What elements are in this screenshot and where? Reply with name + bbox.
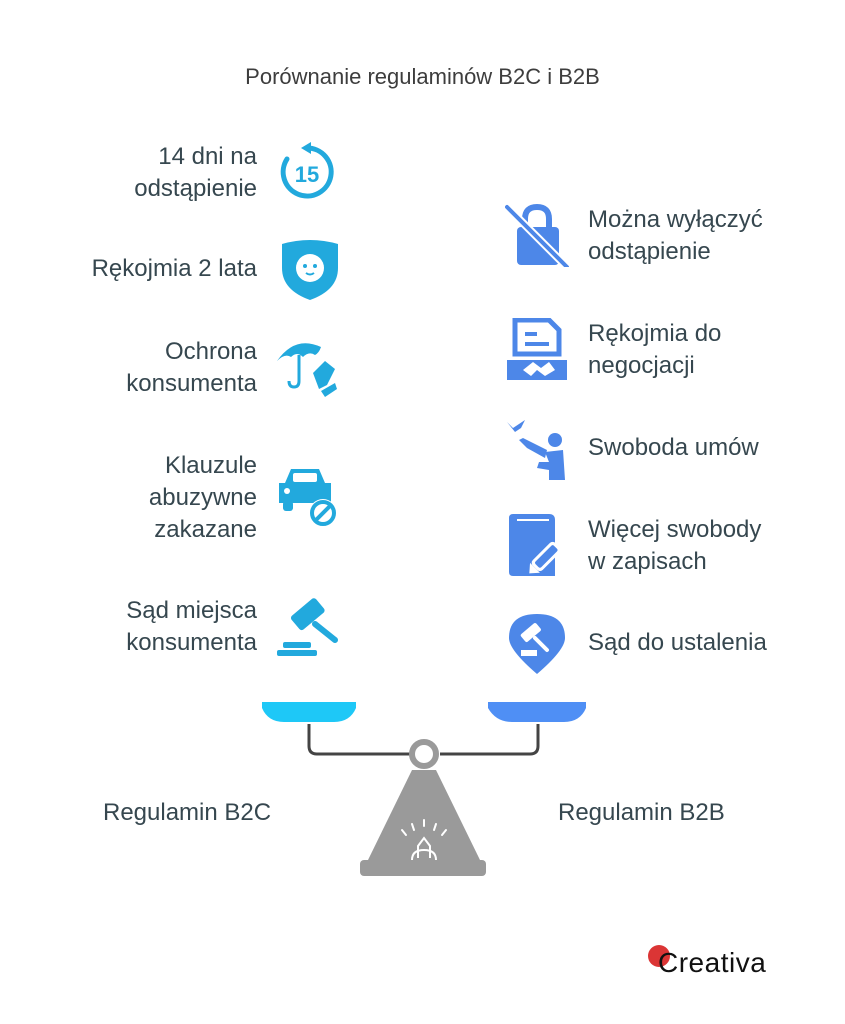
b2c-item-text: Sąd miejsca	[126, 597, 257, 624]
balance-scale	[250, 690, 600, 885]
b2b-item-text: negocjacji	[588, 352, 695, 379]
calendar-15-return-icon	[275, 140, 339, 204]
b2c-label: Regulamin B2C	[103, 799, 272, 826]
document-handshake-icon	[505, 318, 569, 382]
b2c-item-abusive-clauses	[149, 450, 257, 546]
b2c-item-consumer-protection	[126, 336, 257, 400]
umbrella-hand-icon	[275, 333, 339, 397]
b2c-item-text: konsumenta	[126, 629, 257, 656]
b2c-item-court	[126, 595, 257, 659]
gavel-icon	[275, 594, 339, 658]
b2b-scale-pan	[488, 702, 586, 722]
b2b-item-text: Można wyłączyć	[588, 206, 763, 233]
gavel-pin-icon	[505, 610, 569, 674]
b2b-item-text: Swoboda umów	[588, 434, 759, 461]
page-title: Porównanie regulaminów B2C i B2B	[245, 64, 600, 89]
b2b-item-warranty	[588, 318, 721, 382]
lock-off-icon	[505, 203, 569, 267]
svg-text:15: 15	[294, 162, 320, 187]
b2b-label: Regulamin B2B	[558, 799, 725, 826]
person-releasing-bird-icon	[505, 418, 569, 482]
b2c-item-text: odstąpienie	[134, 175, 257, 202]
b2b-item-text: odstąpienie	[588, 238, 711, 265]
b2c-scale-pan	[262, 702, 356, 722]
notebook-pencil-icon	[505, 512, 569, 576]
b2c-item-warranty	[92, 253, 257, 285]
b2b-item-freedom	[588, 432, 759, 464]
baby-shield-icon	[278, 238, 342, 302]
b2c-item-text: konsumenta	[126, 370, 257, 397]
b2c-item-text: zakazane	[154, 516, 257, 543]
b2c-item-text: Klauzule	[164, 452, 257, 479]
b2b-item-text: Więcej swobody	[588, 516, 762, 543]
b2c-item-withdrawal	[134, 141, 257, 205]
car-prohibited-icon	[275, 463, 339, 527]
b2b-item-text: w zapisach	[588, 548, 707, 575]
b2c-item-text: abuzywne	[148, 484, 257, 511]
b2b-item-text: Sąd do ustalenia	[588, 629, 767, 656]
b2c-item-text: Rękojmia 2 lata	[91, 255, 257, 282]
logo-text: Creativa	[658, 947, 767, 978]
b2b-item-court	[588, 627, 767, 659]
b2b-item-more-freedom	[588, 514, 761, 578]
b2b-item-withdrawal	[588, 204, 763, 268]
b2c-item-text: Ochrona	[164, 338, 257, 365]
b2c-item-text: 14 dni na	[158, 143, 257, 170]
b2b-item-text: Rękojmia do	[588, 320, 722, 347]
